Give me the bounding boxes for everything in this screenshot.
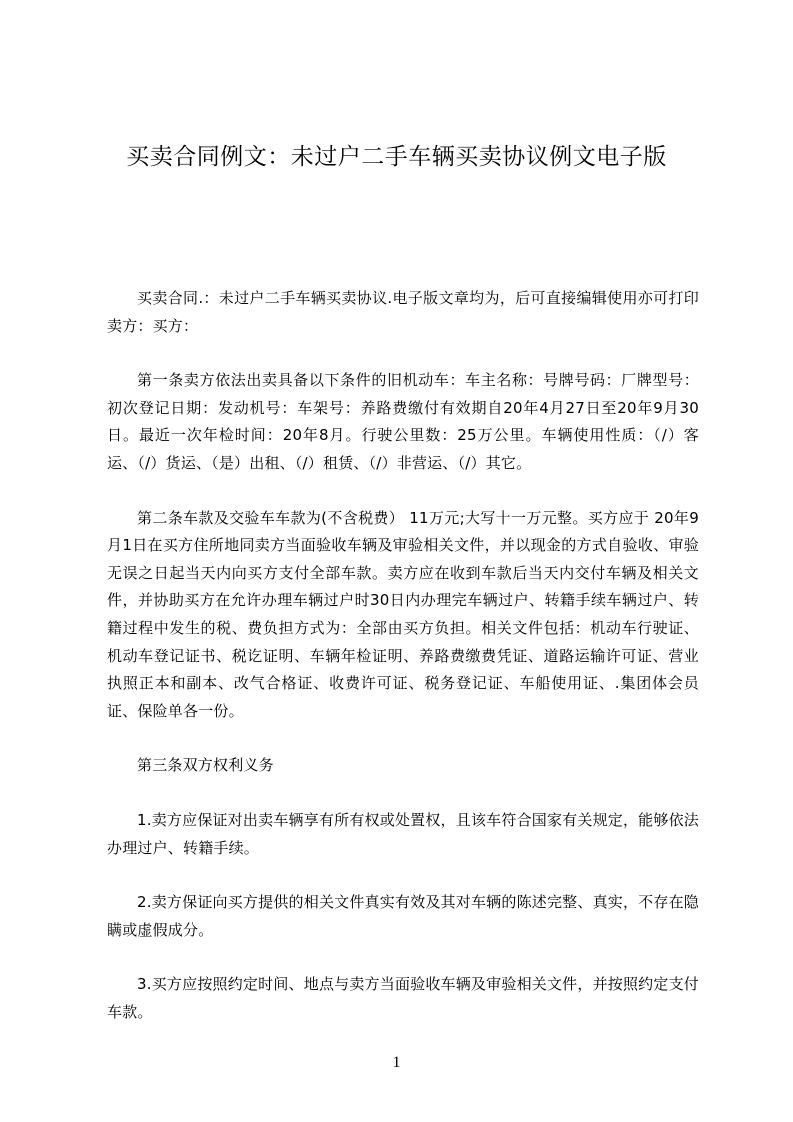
paragraph-intro: 买卖合同.：未过户二手车辆买卖协议.电子版文章均为，后可直接编辑使用亦可打印卖方：买方：	[107, 289, 699, 335]
paragraph-article-1: 第一条卖方依法出卖具备以下条件的旧机动车：车主名称：号牌号码：厂牌型号：初次登记日期：发动机号：车架号：养路费缴付有效期自20年4月27日至20年9月30日。最近一次年检时间：20年8月。行驶公里数：25万公里。车辆使用性质：（/）客运、（/）货运、（是）出租、（/）租赁、（/）非营运、（/）其它。	[107, 371, 699, 472]
document-title: 买卖合同例文：未过户二手车辆买卖协议例文电子版	[126, 144, 667, 170]
paragraph-article-3-heading: 第三条双方权利义务	[137, 756, 274, 775]
paragraph-clause-3: 3.买方应按照约定时间、地点与卖方当面验收车辆及审验相关文件，并按照约定支付车款。	[107, 975, 699, 1021]
paragraph-clause-2: 2.卖方保证向买方提供的相关文件真实有效及其对车辆的陈述完整、真实，不存在隐瞒或虚假成分。	[107, 893, 699, 939]
page-number: 1	[392, 1054, 401, 1071]
paragraph-clause-1: 1.卖方应保证对出卖车辆享有所有权或处置权，且该车符合国家有关规定，能够依法办理过户、转籍手续。	[107, 810, 699, 857]
paragraph-article-2: 第二条车款及交验车车款为(不含税费） 11万元;大写十一万元整。买方应于 20年9月1日在买方住所地同卖方当面验收车辆及审验相关文件，并以现金的方式自验收、审验无误之日起当天内向买方支付全部车款。卖方应在收到车款后当天内交付车辆及相关文件，并协助买方在允许办理车辆过户时30日内办理完车辆过户、转籍手续车辆过户、转籍过程中发生的税、费负担方式为：全部由买方负担。相关文件包括：机动车行驶证、机动车登记证书、税讫证明、车辆年检证明、养路费缴费凭证、道路运输许可证、营业执照正本和副本、改气合格证、收费许可证、税务登记证、车船使用证、.集团体会员证、保险单各一份。	[107, 508, 699, 720]
document-body	[107, 285, 699, 1053]
